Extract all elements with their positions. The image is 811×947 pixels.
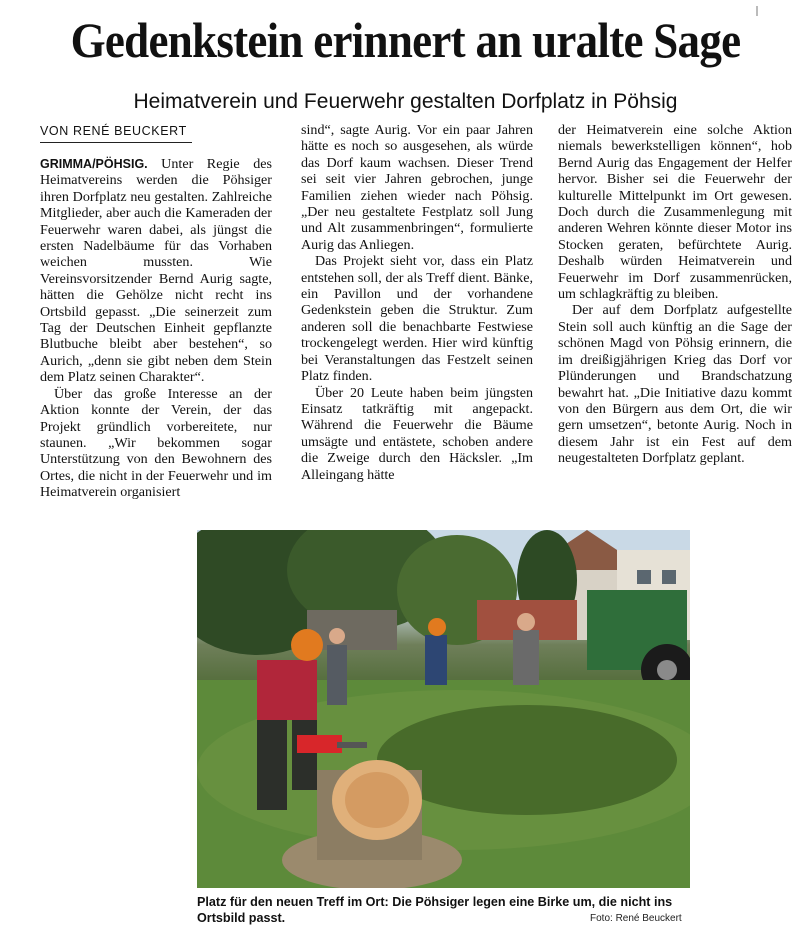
paragraph: Das Projekt sieht vor, dass ein Platz entstehen soll, der als Treff dient. Bänke, ein Pavillon und der vorhandene Gedenkstein geben die Struktur. Zum anderen soll die benachbarte Festwiese trockengelegt werden. Hier wird künftig bei Veranstaltungen das Festzelt seinen Platz finden. <box>301 253 533 385</box>
byline: VON RENÉ BEUCKERT <box>40 122 192 143</box>
article-column-3 <box>558 122 792 467</box>
lead-paragraph <box>40 156 272 386</box>
paragraph: Über das große Interesse an der Aktion konnte der Verein, der das Projekt gründlich vorbereitete, nur staunen. „Wir bekommen sogar Unterstützung von den Bewohnern des Ortes, die nicht in der Feuerwehr und im Heimatverein organisiert <box>40 385 272 501</box>
photo-caption: Platz für den neuen Treff im Ort: Die Pöhsiger legen eine Birke um, die nicht ins Ortsbild passt. <box>197 895 673 925</box>
photo-credit: Foto: René Beuckert <box>590 913 682 924</box>
article-column-1 <box>40 156 272 501</box>
article-photo <box>197 530 690 888</box>
dateline: GRIMMA/PÖHSIG. <box>40 157 148 171</box>
subheadline: Heimatverein und Feuerwehr gestalten Dorfplatz in Pöhsig <box>133 90 678 113</box>
paragraph: Der auf dem Dorfplatz aufgestellte Stein soll auch künftig an die Sage der schönen Magd von Pöhsig erinnern, die im dreißigjährigen Krieg das Dorf vor Plünderungen und Brandschatzung bewahrt hat. „Die Initiative dazu kommt von den Bürgern aus dem Ort, die wir gern umsetzen“, betonte Aurig. Noch in diesem Jahr ist ein Fest auf dem neugestalteten Dorfplatz geplant. <box>558 302 792 467</box>
headline: Gedenkstein erinnert an uralte Sage <box>70 12 741 68</box>
paragraph: sind“, sagte Aurig. Vor ein paar Jahren hätte es noch so ausgesehen, als würde das Dorf kaum wachsen. Dieser Trend sei seit vier Jahren gebrochen, junge Familien ziehen wieder nach Pöhsig. „Der neu gestaltete Festplatz soll Jung und Alt zusammenbringen“, formulierte Aurig das Anliegen. <box>301 122 533 253</box>
lead-text: Unter Regie des Heimatvereins werden die Pöhsiger ihren Dorfplatz neu gestalten. Zahlreiche Mitglieder, aber auch die Kameraden der Feuerwehr waren dabei, als jüngst die ersten Nadelbäume für das Vorhaben weichen mussten. Wie Vereinsvorsitzender Bernd Aurig sagte, hätten die Gehölze nicht recht ins Ortsbild gepasst. „Die seinerzeit zum Tag der Deutschen Einheit gepflanzte Blutbuche bleibt aber bestehen“, so Aurich, „denn sie gibt neben dem Stein dem Platz seinen Charakter“. <box>40 156 272 386</box>
photo-illustration <box>197 530 690 888</box>
paragraph: der Heimatverein eine solche Aktion niemals bewerkstelligen können“, hob Bernd Aurig das Engagement der Helfer hervor. Bisher sei die Feuerwehr der kulturelle Mittelpunkt im Ort gewesen. Doch durch die Zusammenlegung mit anderen Wehren könnte dieser Motor ins Stocken geraten, befürchtete Aurig. Deshalb würden Heimatverein und Feuerwehr im Dorf zusammenrücken, um schlagkräftig zu bleiben. <box>558 122 792 303</box>
paragraph: Über 20 Leute haben beim jüngsten Einsatz tatkräftig mit angepackt. Während die Feuerwehr die Bäume umsägte und entästete, schoben andere die Zweige durch den Häcksler. „Im Alleingang hätte <box>301 384 533 483</box>
article-column-2 <box>301 122 533 483</box>
